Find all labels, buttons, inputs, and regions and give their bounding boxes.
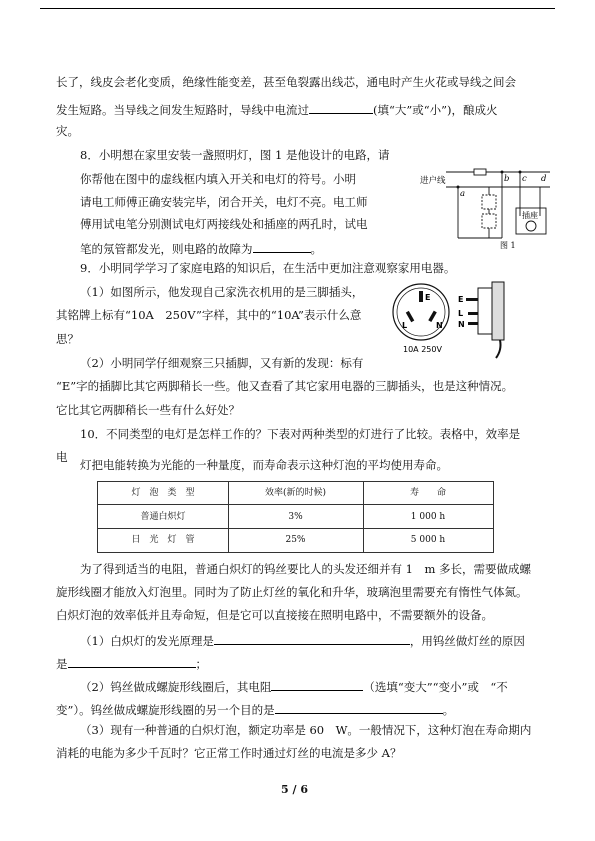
table-cell: 日 光 灯 管 [131,535,195,545]
plug-side-label-l: L [458,309,464,318]
plug-side-pin-e [466,298,478,301]
q9-line: “E”字的插脚比其它两脚稍长一些。他又查看了其它家用电器的三脚插头，也是这种情况。 [56,379,514,393]
table-cell: 3% [288,512,303,522]
plug-side-pin-n [468,322,478,325]
plug-pin-e [419,291,423,302]
answer-blank[interactable] [68,656,196,668]
text-line: 长了，线皮会老化变质，绝缘性能变差，甚至龟裂露出线芯，通电时产生火花或导线之间会 [56,75,516,89]
q9-line: 它比其它两脚稍长一些有什么好处？ [56,403,240,417]
header-rule [40,8,555,9]
circuit-diagram [418,160,560,250]
fig1-label-d: d [541,174,547,184]
answer-blank[interactable] [214,633,410,645]
table-header: 灯 泡 类 型 [131,488,195,498]
fig1-label-a: a [460,189,466,199]
q10-sub1: （1）白炽灯的发光原理是 ，用钨丝做灯丝的原因 [80,634,525,648]
page-number: 5 / 6 [281,783,308,796]
plug-label-l: L [402,321,408,330]
table-cell: 25% [285,535,306,545]
q9-line: （2）小明同学仔细观察三只插脚，又有新的发现：标有 [80,356,364,370]
q10-sub3-cont: 消耗的电能为多少千瓦时？它正常工作时通过灯丝的电流是多少 A？ [56,746,402,760]
plug-rating: 10A 250V [403,345,442,354]
q8-line: 你帮他在图中的虚线框内填入开关和电灯的符号。小明 [80,172,356,186]
q10-para-line: 白炽灯泡的效率低并且寿命短，但是它可以直接接在照明电路中，不需要额外的设备。 [56,608,493,622]
q10-line: 10．不同类型的电灯是怎样工作的？下表对两种类型的灯进行了比较。表格中，效率是 [80,427,521,441]
q10-line: 灯把电能转换为光能的一种量度，而寿命表示这种灯泡的平均使用寿命。 [80,458,448,472]
plug-side-label-n: N [458,320,465,329]
fig1-socket-label: 插座 [522,211,538,220]
fig1-caption: 图 1 [500,241,516,250]
q9-line: 9．小明同学学习了家庭电路的知识后，在生活中更加注意观察家用电器。 [80,261,456,275]
q10-para-line: 为了得到适当的电阻，普通白炽灯的钨丝要比人的头发还细并有 1 m 多长，需要做成螺 [80,562,532,576]
q10-line: 电 [56,450,68,464]
plug-label-e: E [425,293,431,302]
q8-line: 傅用试电笔分别测试电灯两接线处和插座的两孔时，试电 [80,217,368,231]
table-cell: 5 000 h [410,535,446,545]
table-header: 寿 命 [409,488,446,498]
table-cell: 1 000 h [410,512,446,522]
table-header: 效率(新的时候) [264,488,327,498]
answer-blank[interactable] [271,679,363,691]
fig1-label-b: b [504,174,510,184]
q9-line: 其铭牌上标有“10A 250V”字样，其中的“10A”表示什么意 [56,308,362,322]
text-line: 发生短路。当导线之间发生短路时，导线中电流过 (填“大”或“小”)，酿成火 [56,103,498,117]
q10-sub1-cont: 是 ； [56,657,207,671]
q10-para-line: 旋形线圈才能放入灯泡里。同时为了防止灯丝的氧化和升华，玻璃泡里需要充有惰性气体氮。 [56,585,528,599]
q8-line: 8．小明想在家里安装一盏照明灯，图 1 是他设计的电路，请 [80,148,390,162]
q8-line: 笔的氖管都发光，则电路的故障为 。 [80,242,322,256]
table-cell: 普通白炽灯 [140,512,186,522]
q10-sub2: （2）钨丝做成螺旋形线圈后，其电阻 （选填“变大”“变小”或 “不 [80,680,508,694]
answer-blank[interactable] [253,241,311,253]
answer-blank[interactable] [275,702,443,714]
q9-line: 思？ [56,332,79,346]
q9-line: （1）如图所示，他发现自己家洗衣机用的是三脚插头， [80,285,364,299]
answer-blank[interactable] [309,102,373,114]
lamp-comparison-table [97,481,494,553]
fig1-jinhu-label: 进户线 [420,176,446,186]
q10-sub3: （3）现有一种普通的白炽灯泡，额定功率是 60 W。一般情况下，这种灯泡在寿命期内 [80,723,532,737]
plug-figure [388,278,518,360]
q8-line: 请电工师傅正确安装完毕，闭合开关，电灯不亮。电工师 [80,195,368,209]
plug-label-n: N [436,321,443,330]
plug-side-pin-l [468,312,478,315]
q10-sub2-cont: 变”）。钨丝做成螺旋形线圈的另一个目的是 。 [56,703,455,717]
fig1-label-c: c [522,174,527,184]
plug-side-label-e: E [458,295,464,304]
text-line: 灾。 [56,124,79,138]
